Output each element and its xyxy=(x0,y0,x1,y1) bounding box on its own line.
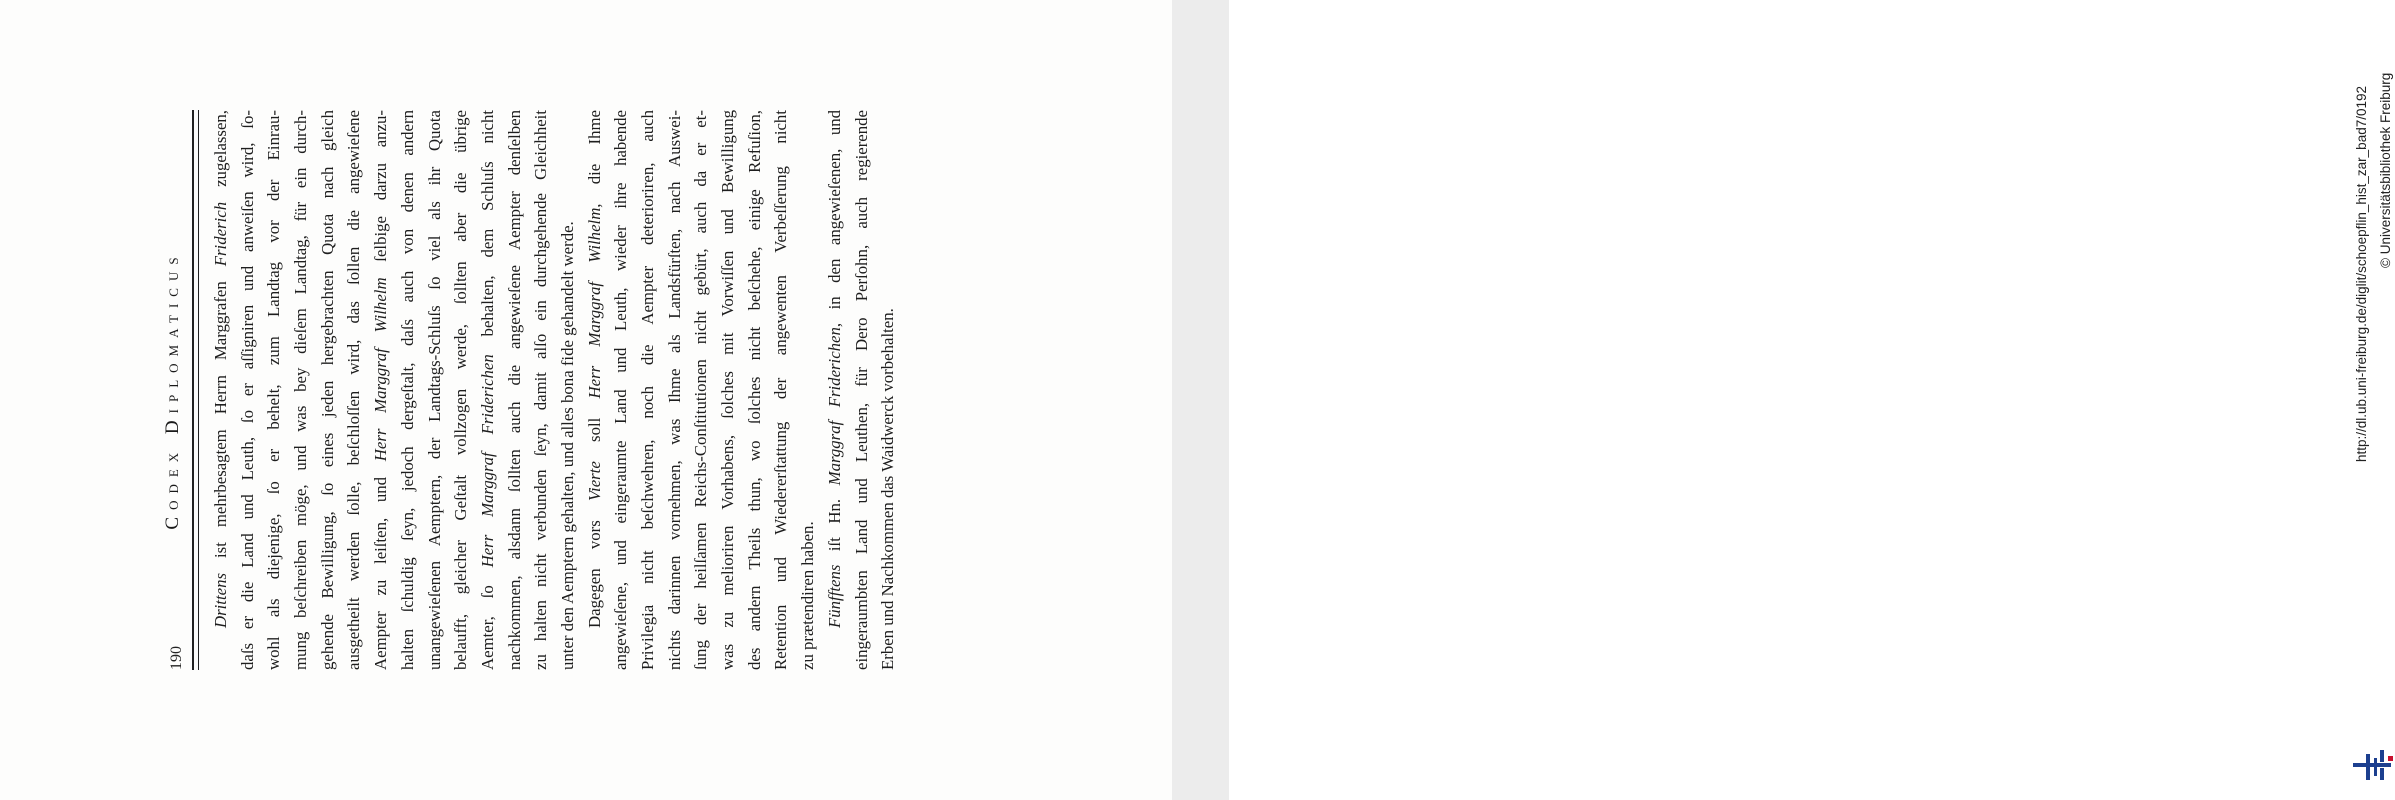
header-rule-thin xyxy=(198,110,199,670)
text-line: Drittens ist mehrbesagtem Herrn Marggrafen Friderich zugelassen, xyxy=(211,110,230,628)
header-rule-thick xyxy=(192,110,194,670)
text-line: zu halten nicht verbunden ſeyn, damit alſo ein durchgehende Gleichheit xyxy=(531,110,551,670)
text-line: nachkommen, alsdann ſollten auch die angewieſene Aempter denſelben xyxy=(504,110,524,670)
text-line: des andern Theils thun, wo ſolches nicht beſchehe, einige Refuſion, xyxy=(744,110,764,670)
ub-freiburg-logo-icon xyxy=(2353,750,2395,780)
text-line: eingeraumbten Land und Leuthen, für Dero Perſohn, auch regierende xyxy=(851,110,871,670)
text-line: halten ſchuldig ſeyn, jedoch dergeſtalt, daſs auch von denen andern xyxy=(397,110,417,670)
text-line: Aemter, ſo Herr Marggraf Friderichen behalten, dem Schluſs nicht xyxy=(477,110,497,670)
text-line: Aempter zu leiſten, und Herr Marggraf Wilhelm ſelbige darzu anzu- xyxy=(371,110,391,670)
text-line: Dagegen vors Vierte soll Herr Marggraf Wilhelm, die Ihme xyxy=(584,110,604,628)
text-line: Erben und Nachkommen das Waidwerck vorbehalten. xyxy=(878,308,898,670)
text-line: angewieſene, und eingeraumte Land und Leuth, wieder ihre habende xyxy=(611,110,631,670)
text-line: was zu melioriren Vorhabens, ſolches mit Vorwiſſen und Bewilligung xyxy=(718,110,738,670)
text-line: nichts darinnen vornehmen, was Ihme als Landsfürſten, nach Auswei- xyxy=(664,110,684,670)
text-line: wohl als diejenige, ſo er behelt, zum Landtag vor der Einrau- xyxy=(264,110,284,670)
text-line: daſs er die Land und Leuth, ſo er aſſigniren und anweiſen wird, ſo- xyxy=(237,110,257,670)
document-body xyxy=(208,110,902,670)
document-page xyxy=(0,0,1172,800)
text-line: ſung der heilſamen Reichs-Conſtitutionen nicht gebürt, auch da er et- xyxy=(691,110,711,670)
text-line: unter den Aemptern gehalten, und alles bona fide gehandelt werde. xyxy=(557,221,577,670)
text-line: Retention und Wiedererſtattung der angewenten Verbeſſerung nicht xyxy=(771,110,791,670)
page-number: 190 xyxy=(168,646,185,670)
text-line: unangewieſenen Aemptern, der Landtags-Schluſs ſo viel als ihr Quota xyxy=(424,110,444,670)
text-line: ausgetheilt werden ſolle, beſchloſſen wird, das ſollen die angewieſene xyxy=(344,110,364,670)
viewer-sidebar xyxy=(1172,0,2393,800)
text-line: gehende Bewilligung, ſo eines jeden hergebrachten Quota nach gleich xyxy=(317,110,337,670)
text-line: Fünfftens iſt Hn. Marggraf Friderichen, in den angewieſenen, und xyxy=(824,109,844,628)
text-line: zu prætendiren haben. xyxy=(798,521,818,670)
source-url-link[interactable]: http://dl.ub.uni-freiburg.de/diglit/schoepflin_hist_zar_bad7/0192 xyxy=(2354,85,2369,462)
rotated-page-content xyxy=(140,110,930,670)
text-line: mung beſchreiben möge, und was bey dieſem Landtag, für ein durch- xyxy=(291,110,311,670)
text-line: Privilegia nicht beſchwehren, noch die Aempter deterioriren, auch xyxy=(638,110,657,670)
text-line: belaufft, gleicher Geſtalt vollzogen werde, ſollten aber die übrige xyxy=(451,110,471,670)
copyright-notice: © Universitätsbibliothek Freiburg xyxy=(2378,72,2393,268)
running-title: Codex Diplomaticus xyxy=(162,250,183,530)
